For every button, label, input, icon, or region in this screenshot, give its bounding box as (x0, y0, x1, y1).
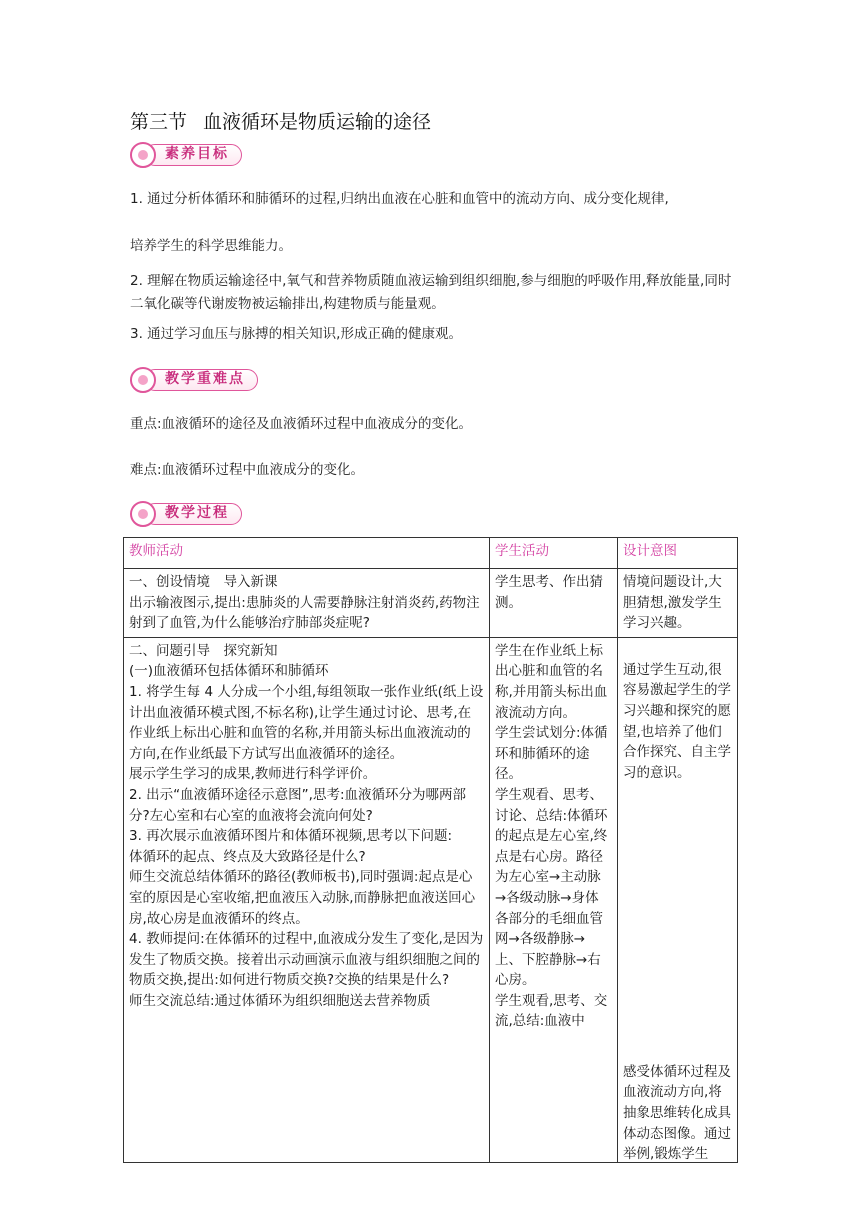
row2-teacher: 二、问题引导 探究新知 (一)血液循环包括体循环和肺循环 1. 将学生每 4 人分成一个小组,每组领取一张作业纸(纸上设计出血液循环模式图,不标名称),让学生通过讨论、思考,在作业纸上标出心脏和血管的名称,并用箭头标出血液流动的方向,在作业纸最下方试写出血液循环的途径。 展示学生学习的成果,教师进行科学评价。 2. 出示“血液循环途径示意图”,思考:血液循环分为哪两部分?左心室和右心室的血液将会流向何处? 3. 再次展示血液循环图片和体循环视频,思考以下问题: 体循环的起点、终点及大致路径是什么? 师生交流总结体循环的路径(教师板书),同时强调:起点是心室的原因是心室收缩,把血液压入动脉,而静脉把血液送回心房,故心房是血液循环的终点。 4. 教师提问:在体循环的过程中,血液成分发生了变化,是因为发生了物质交换。接着出示动画演示血液与组织细胞之间的物质交换,提出:如何进行物质交换?交换的结果是什么? 师生交流总结:通过体循环为组织细胞送去营养物质 (124, 637, 490, 1162)
table-row (124, 569, 738, 638)
row2-design-top: 通过学生互动,很容易激起学生的学习兴趣和探究的愿望,也培养了他们合作探究、自主学习的意识。 (623, 661, 731, 781)
focus-point: 重点:血液循环的途径及血液循环过程中血液成分的变化。 (130, 416, 473, 432)
badge-goals-label: 素养目标 (144, 144, 242, 166)
header-design: 设计意图 (618, 538, 738, 569)
badge-goals (130, 142, 248, 168)
row2-design-bottom: 感受体循环过程及血液流动方向,将抽象思维转化成具体动态图像。通过举例,锻炼学生 (623, 1063, 731, 1163)
row2-design (618, 637, 738, 1162)
row1-student: 学生思考、作出猜测。 (489, 569, 617, 638)
goal-1-cont: 培养学生的科学思维能力。 (130, 238, 292, 254)
badge-key-points-label: 教学重难点 (144, 369, 258, 391)
badge-key-points (130, 367, 270, 393)
table-header-row (124, 538, 738, 569)
goal-2: 2. 理解在物质运输途径中,氧气和营养物质随血液运输到组织细胞,参与细胞的呼吸作用,释放能量,同时二氧化碳等代谢废物被运输排出,构建物质与能量观。 (130, 273, 732, 312)
badge-key-points-icon (130, 367, 156, 393)
row2-student: 学生在作业纸上标出心脏和血管的名称,并用箭头标出血液流动方向。 学生尝试划分:体循环和肺循环的途径。 学生观看、思考、讨论、总结:体循环的起点是左心室,终点是右心房。路径为左心室→主动脉→各级动脉→身体各部分的毛细血管网→各级静脉→上、下腔静脉→右心房。 学生观看,思考、交流,总结:血液中 (489, 637, 617, 1162)
section-name: 血液循环是物质运输的途径 (203, 111, 432, 133)
goal-1: 1. 通过分析体循环和肺循环的过程,归纳出血液在心脏和血管中的流动方向、成分变化规律, (130, 191, 669, 207)
badge-process-icon (130, 501, 156, 527)
row1-design: 情境问题设计,大胆猜想,激发学生学习兴趣。 (618, 569, 738, 638)
difficulty-point: 难点:血液循环过程中血液成分的变化。 (130, 462, 365, 478)
badge-process-label: 教学过程 (144, 503, 242, 525)
teaching-process-table (123, 537, 738, 1163)
table-row (124, 637, 738, 1162)
header-teacher: 教师活动 (124, 538, 490, 569)
page-title (130, 107, 431, 134)
goal-3: 3. 通过学习血压与脉搏的相关知识,形成正确的健康观。 (130, 326, 462, 342)
badge-process (130, 501, 248, 527)
section-number: 第三节 (130, 111, 188, 133)
header-student: 学生活动 (489, 538, 617, 569)
badge-goals-icon (130, 142, 156, 168)
row1-teacher: 一、创设情境 导入新课 出示输液图示,提出:患肺炎的人需要静脉注射消炎药,药物注射到了血管,为什么能够治疗肺部炎症呢? (124, 569, 490, 638)
